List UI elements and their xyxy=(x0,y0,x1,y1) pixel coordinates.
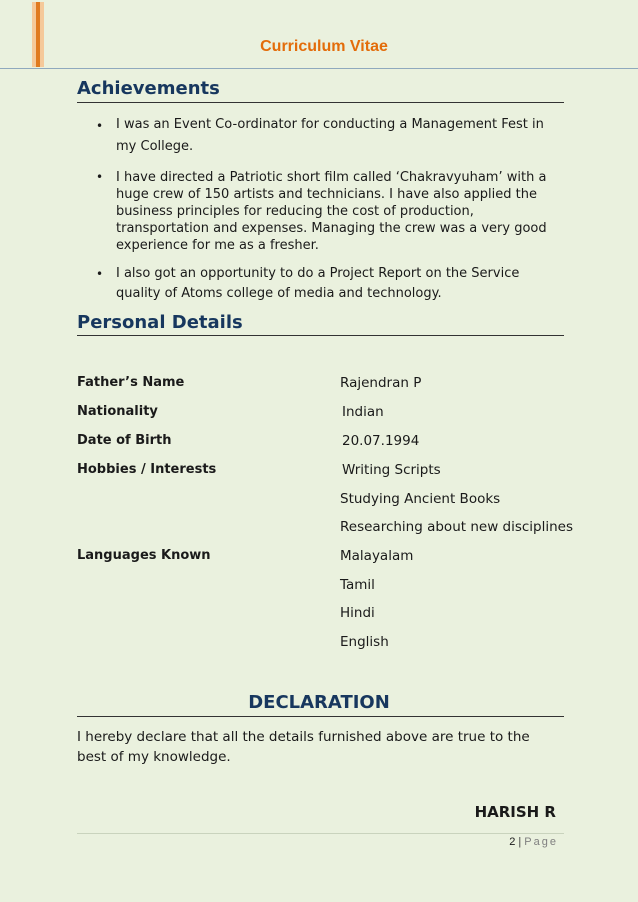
declaration-text: I hereby declare that all the details furnished above are true to the best of my knowledge. xyxy=(77,729,530,765)
language-item: Tamil xyxy=(340,577,375,593)
signature-name: HARISH R xyxy=(474,803,556,821)
language-item: English xyxy=(340,634,389,650)
header-divider xyxy=(0,68,638,69)
bullet-icon: • xyxy=(96,170,104,184)
header-title: Curriculum Vitae xyxy=(260,38,388,55)
personal-details-heading: Personal Details xyxy=(77,312,243,333)
achievement-text: I have directed a Patriotic short film called ‘Chakravyuham’ with a huge crew of 150 artists and technicians. I have also applied the business principles for reducing the cost of production, transportation and expenses. Managing the crew was a very good experience for me as a fresher. xyxy=(116,170,547,253)
fathers-name-value: Rajendran P xyxy=(340,375,422,391)
footer-divider xyxy=(77,833,564,834)
language-item: Malayalam xyxy=(340,548,414,564)
declaration-rule xyxy=(77,716,564,717)
dob-label: Date of Birth xyxy=(77,433,172,448)
hobby-item: Studying Ancient Books xyxy=(340,491,501,507)
nationality-label: Nationality xyxy=(77,404,158,419)
achievement-text: I also got an opportunity to do a Project Report on the Service quality of Atoms college of media and technology. xyxy=(116,266,520,301)
footer-separator: | xyxy=(518,836,522,848)
hobby-item: Writing Scripts xyxy=(342,462,441,478)
page-number: 2 xyxy=(509,836,516,848)
achievements-rule xyxy=(77,102,564,103)
bullet-icon: • xyxy=(96,267,104,281)
languages-label: Languages Known xyxy=(77,548,211,563)
declaration-heading: DECLARATION xyxy=(248,692,390,713)
dob-value: 20.07.1994 xyxy=(342,433,420,449)
hobby-item: Researching about new disciplines xyxy=(340,519,574,535)
hobbies-label: Hobbies / Interests xyxy=(77,462,217,477)
personal-details-rule xyxy=(77,335,564,336)
bullet-icon: • xyxy=(96,119,104,133)
page-label: Page xyxy=(524,836,558,848)
header-accent-bar-inner xyxy=(36,2,40,67)
language-item: Hindi xyxy=(340,605,375,621)
nationality-value: Indian xyxy=(342,404,384,420)
page-footer xyxy=(509,836,558,848)
fathers-name-label: Father’s Name xyxy=(77,375,185,390)
achievements-heading: Achievements xyxy=(77,78,220,99)
achievement-text: I was an Event Co-ordinator for conducting a Management Fest in my College. xyxy=(116,117,544,154)
